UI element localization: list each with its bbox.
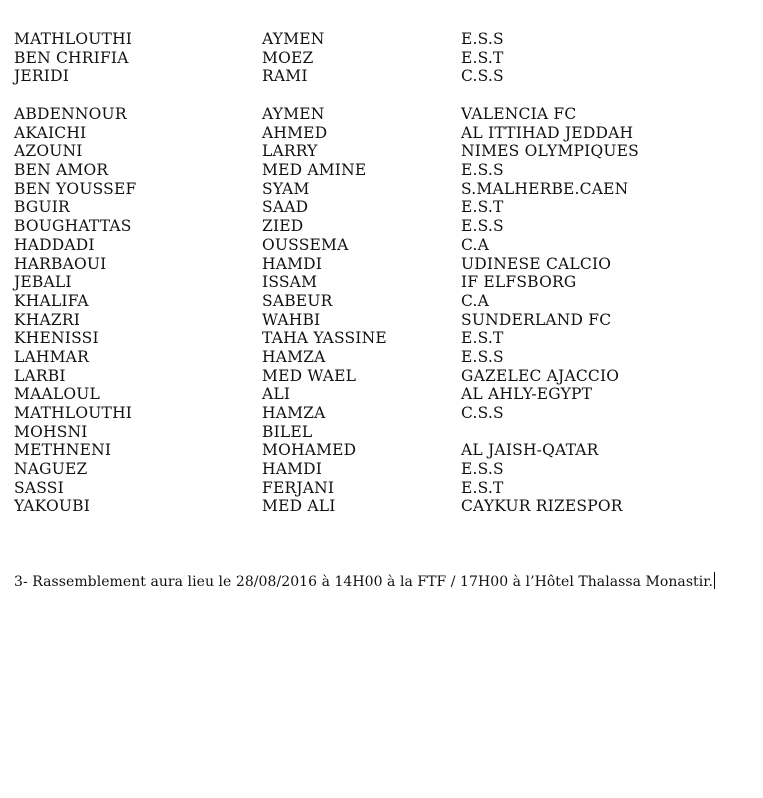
assembly-note	[14, 572, 715, 590]
player-first-name: BILEL	[262, 422, 313, 441]
player-first-name: MOEZ	[262, 48, 314, 67]
player-last-name: LARBI	[14, 366, 66, 385]
table-row	[14, 217, 714, 236]
player-last-name: AKAICHI	[14, 123, 87, 142]
player-first-name: HAMDI	[262, 460, 323, 479]
player-club: C.A	[461, 291, 490, 310]
table-row	[14, 124, 714, 143]
player-club: SUNDERLAND FC	[461, 310, 612, 329]
player-first-name: HAMDI	[262, 254, 323, 273]
player-club: E.S.T	[461, 329, 504, 348]
player-last-name: AZOUNI	[14, 142, 83, 161]
player-first-name: AYMEN	[262, 30, 325, 48]
player-first-name: ISSAM	[262, 273, 318, 292]
player-last-name: HADDADI	[14, 235, 95, 254]
player-club: VALENCIA FC	[461, 105, 577, 123]
player-club: E.S.S	[461, 347, 504, 366]
player-first-name: LARRY	[262, 142, 318, 161]
player-club: E.S.S	[461, 217, 504, 236]
player-first-name: ZIED	[262, 217, 304, 236]
table-row	[14, 329, 714, 348]
goalkeepers-list	[14, 30, 714, 86]
player-first-name: OUSSEMA	[262, 235, 349, 254]
player-club: AL JAISH-QATAR	[461, 441, 599, 460]
player-club: UDINESE CALCIO	[461, 254, 612, 273]
player-club: C.S.S	[461, 67, 504, 86]
player-last-name: HARBAOUI	[14, 254, 107, 273]
table-row	[14, 441, 714, 460]
player-first-name: SYAM	[262, 179, 310, 198]
table-row	[14, 292, 714, 311]
player-club: IF ELFSBORG	[461, 273, 577, 292]
player-last-name: BGUIR	[14, 198, 70, 217]
player-club: GAZELEC AJACCIO	[461, 366, 620, 385]
player-last-name: SASSI	[14, 478, 64, 497]
table-row	[14, 404, 714, 423]
player-first-name: ALI	[262, 385, 291, 404]
player-last-name: BEN AMOR	[14, 161, 109, 180]
table-row	[14, 273, 714, 292]
player-last-name: BEN YOUSSEF	[14, 179, 137, 198]
player-last-name: MOHSNI	[14, 422, 88, 441]
assembly-note-text: 3- Rassemblement aura lieu le 28/08/2016 à 14H00 à la FTF / 17H00 à l’Hôtel Thalassa Monastir.	[14, 574, 713, 590]
table-row	[14, 423, 714, 442]
player-last-name: BOUGHATTAS	[14, 217, 132, 236]
players-list	[14, 105, 714, 516]
player-last-name: BEN CHRIFIA	[14, 48, 129, 67]
player-last-name: METHNENI	[14, 441, 112, 460]
table-row	[14, 367, 714, 386]
text-cursor	[714, 572, 715, 589]
table-row	[14, 67, 714, 86]
player-last-name: YAKOUBI	[14, 497, 91, 516]
table-row	[14, 30, 714, 49]
table-row	[14, 142, 714, 161]
player-club: C.S.S	[461, 404, 504, 422]
player-first-name: FERJANI	[262, 478, 335, 497]
player-club: NIMES OLYMPIQUES	[461, 142, 639, 161]
player-first-name: MOHAMED	[262, 441, 357, 460]
player-first-name: MED WAEL	[262, 366, 357, 385]
player-last-name: ABDENNOUR	[14, 105, 127, 123]
player-club: AL AHLY-EGYPT	[461, 385, 593, 404]
player-club: E.S.S	[461, 30, 504, 48]
table-row	[14, 311, 714, 330]
player-club: E.S.T	[461, 198, 504, 217]
player-last-name: KHAZRI	[14, 310, 81, 329]
player-first-name: HAMZA	[262, 347, 326, 366]
player-last-name: KHALIFA	[14, 291, 89, 310]
table-row	[14, 161, 714, 180]
table-row	[14, 479, 714, 498]
player-club: E.S.T	[461, 48, 504, 67]
player-first-name: HAMZA	[262, 404, 326, 422]
player-club: E.S.S	[461, 460, 504, 479]
table-row	[14, 105, 714, 124]
player-first-name: MED ALI	[262, 497, 336, 516]
player-last-name: KHENISSI	[14, 329, 99, 348]
table-row	[14, 497, 714, 516]
player-club: CAYKUR RIZESPOR	[461, 497, 623, 516]
player-last-name: JEBALI	[14, 273, 72, 292]
player-last-name: MATHLOUTHI	[14, 30, 133, 48]
player-first-name: TAHA YASSINE	[262, 329, 387, 348]
table-row	[14, 236, 714, 255]
player-first-name: AYMEN	[262, 105, 325, 123]
player-first-name: MED AMINE	[262, 161, 367, 180]
player-first-name: AHMED	[262, 123, 328, 142]
table-row	[14, 460, 714, 479]
table-row	[14, 255, 714, 274]
player-first-name: SAAD	[262, 198, 309, 217]
player-club: AL ITTIHAD JEDDAH	[461, 123, 634, 142]
player-last-name: MATHLOUTHI	[14, 404, 133, 422]
table-row	[14, 49, 714, 68]
player-last-name: NAGUEZ	[14, 460, 88, 479]
player-club: C.A	[461, 235, 490, 254]
player-last-name: JERIDI	[14, 67, 70, 86]
table-row	[14, 180, 714, 199]
player-first-name: WAHBI	[262, 310, 321, 329]
player-club: S.MALHERBE.CAEN	[461, 179, 629, 198]
player-club: E.S.S	[461, 161, 504, 180]
table-row	[14, 348, 714, 367]
player-first-name: RAMI	[262, 67, 308, 86]
player-last-name: LAHMAR	[14, 347, 89, 366]
player-last-name: MAALOUL	[14, 385, 101, 404]
table-row	[14, 198, 714, 217]
table-row	[14, 385, 714, 404]
player-club: E.S.T	[461, 478, 504, 497]
player-first-name: SABEUR	[262, 291, 333, 310]
